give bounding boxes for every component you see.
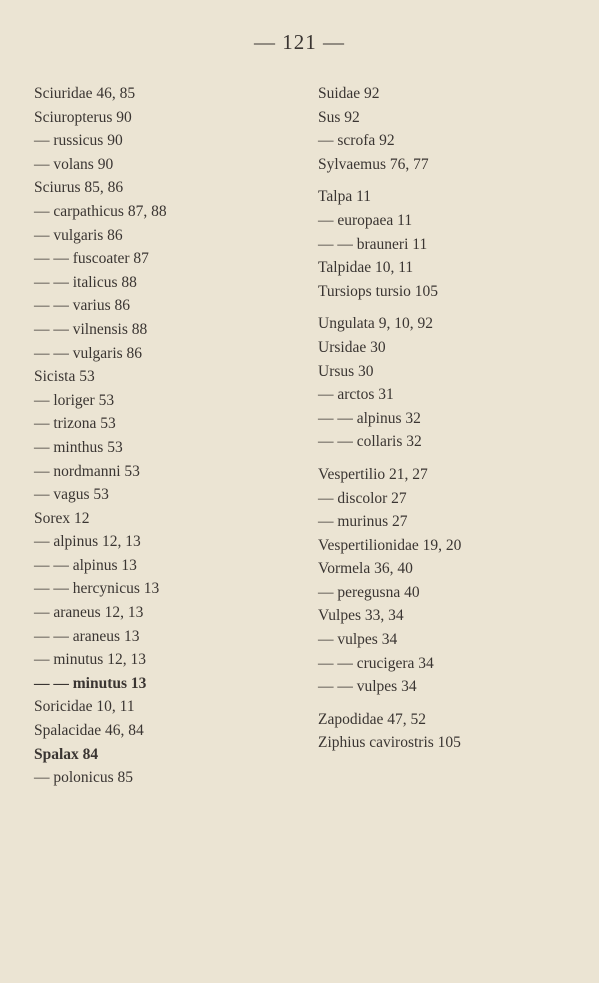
index-entry: Ursus 30 bbox=[318, 362, 374, 380]
index-entry: — — varius 86 bbox=[34, 297, 131, 315]
index-entry: Talpidae 10, 11 bbox=[318, 259, 414, 277]
index-entry: — — vulpes 34 bbox=[318, 678, 417, 696]
index-entry: — — alpinus 32 bbox=[318, 409, 421, 427]
index-entry: Sciuridae 46, 85 bbox=[34, 85, 136, 102]
index-entry: Sciurus 85, 86 bbox=[34, 179, 124, 197]
index-entry: — volans 90 bbox=[34, 155, 114, 173]
index-entry: — scrofa 92 bbox=[318, 132, 395, 150]
group-gap bbox=[318, 176, 588, 185]
index-entry: Suidae 92 bbox=[318, 85, 380, 102]
index-entry: — nordmanni 53 bbox=[34, 462, 140, 480]
index-entry: — peregusna 40 bbox=[318, 583, 420, 601]
index-entry: Talpa 11 bbox=[318, 188, 372, 206]
index-entry: Sicista 53 bbox=[34, 368, 95, 386]
index-entry: Ungulata 9, 10, 92 bbox=[318, 315, 433, 333]
index-entry: — vagus 53 bbox=[34, 486, 109, 504]
index-group-s bbox=[318, 82, 588, 176]
index-entry: Vormela 36, 40 bbox=[318, 560, 413, 578]
index-entry: Vespertilio 21, 27 bbox=[318, 465, 428, 483]
index-entry: — araneus 12, 13 bbox=[34, 604, 144, 622]
group-gap bbox=[318, 303, 588, 312]
index-group-v bbox=[318, 463, 588, 699]
index-entry: Sorex 12 bbox=[34, 509, 90, 527]
index-entry: Spalacidae 46, 84 bbox=[34, 722, 144, 740]
index-entry: — minutus 12, 13 bbox=[34, 651, 146, 669]
index-entry: — — minutus 13 bbox=[34, 674, 147, 692]
index-entry: — — collaris 32 bbox=[318, 433, 422, 451]
index-entry: Sylvaemus 76, 77 bbox=[318, 155, 429, 173]
index-entry: — — italicus 88 bbox=[34, 273, 137, 291]
index-entry: — trizona 53 bbox=[34, 415, 116, 433]
index-entry: — — araneus 13 bbox=[34, 627, 140, 645]
index-entry: Sciuropterus 90 bbox=[34, 108, 132, 126]
index-entry: — murinus 27 bbox=[318, 513, 408, 531]
index-entry: — carpathicus 87, 88 bbox=[34, 202, 167, 220]
index-entry: — minthus 53 bbox=[34, 438, 123, 456]
index-entry: — russicus 90 bbox=[34, 132, 123, 150]
index-entry: Soricidae 10, 11 bbox=[34, 698, 135, 716]
index-entry: — — vilnensis 88 bbox=[34, 320, 148, 338]
group-gap bbox=[318, 454, 588, 463]
index-entry: Vespertilionidae 19, 20 bbox=[318, 536, 462, 554]
index-entry: Sus 92 bbox=[318, 108, 360, 126]
index-group-z bbox=[318, 708, 588, 755]
index-entry: — discolor 27 bbox=[318, 489, 407, 507]
index-entry: — — vulgaris 86 bbox=[34, 344, 143, 362]
index-entry: — alpinus 12, 13 bbox=[34, 533, 141, 551]
index-entry: — vulgaris 86 bbox=[34, 226, 123, 244]
index-entry: — — hercynicus 13 bbox=[34, 580, 160, 598]
page-number: — 121 — bbox=[254, 30, 345, 54]
index-group-u bbox=[318, 312, 588, 454]
index-entry: — — alpinus 13 bbox=[34, 556, 137, 574]
index-group-t bbox=[318, 185, 588, 303]
index-entry: — polonicus 85 bbox=[34, 769, 134, 787]
index-entry: Ursidae 30 bbox=[318, 338, 386, 356]
index-entry: — europaea 11 bbox=[318, 211, 413, 229]
index-entry: — arctos 31 bbox=[318, 386, 394, 404]
index-entry: Spalax 84 bbox=[34, 745, 99, 763]
group-gap bbox=[318, 699, 588, 708]
index-column-right bbox=[318, 82, 588, 755]
index-entry: — — fuscoater 87 bbox=[34, 250, 149, 268]
index-entry: Zapodidae 47, 52 bbox=[318, 710, 427, 728]
index-entry: Ziphius cavirostris 105 bbox=[318, 734, 461, 752]
index-entry: — loriger 53 bbox=[34, 391, 115, 409]
index-entry: — — crucigera 34 bbox=[318, 654, 434, 672]
index-entry: Vulpes 33, 34 bbox=[318, 607, 404, 625]
index-entry: — vulpes 34 bbox=[318, 631, 398, 649]
index-column-left bbox=[34, 82, 294, 790]
index-entry: — — brauneri 11 bbox=[318, 235, 428, 253]
index-entry: Tursiops tursio 105 bbox=[318, 282, 439, 300]
